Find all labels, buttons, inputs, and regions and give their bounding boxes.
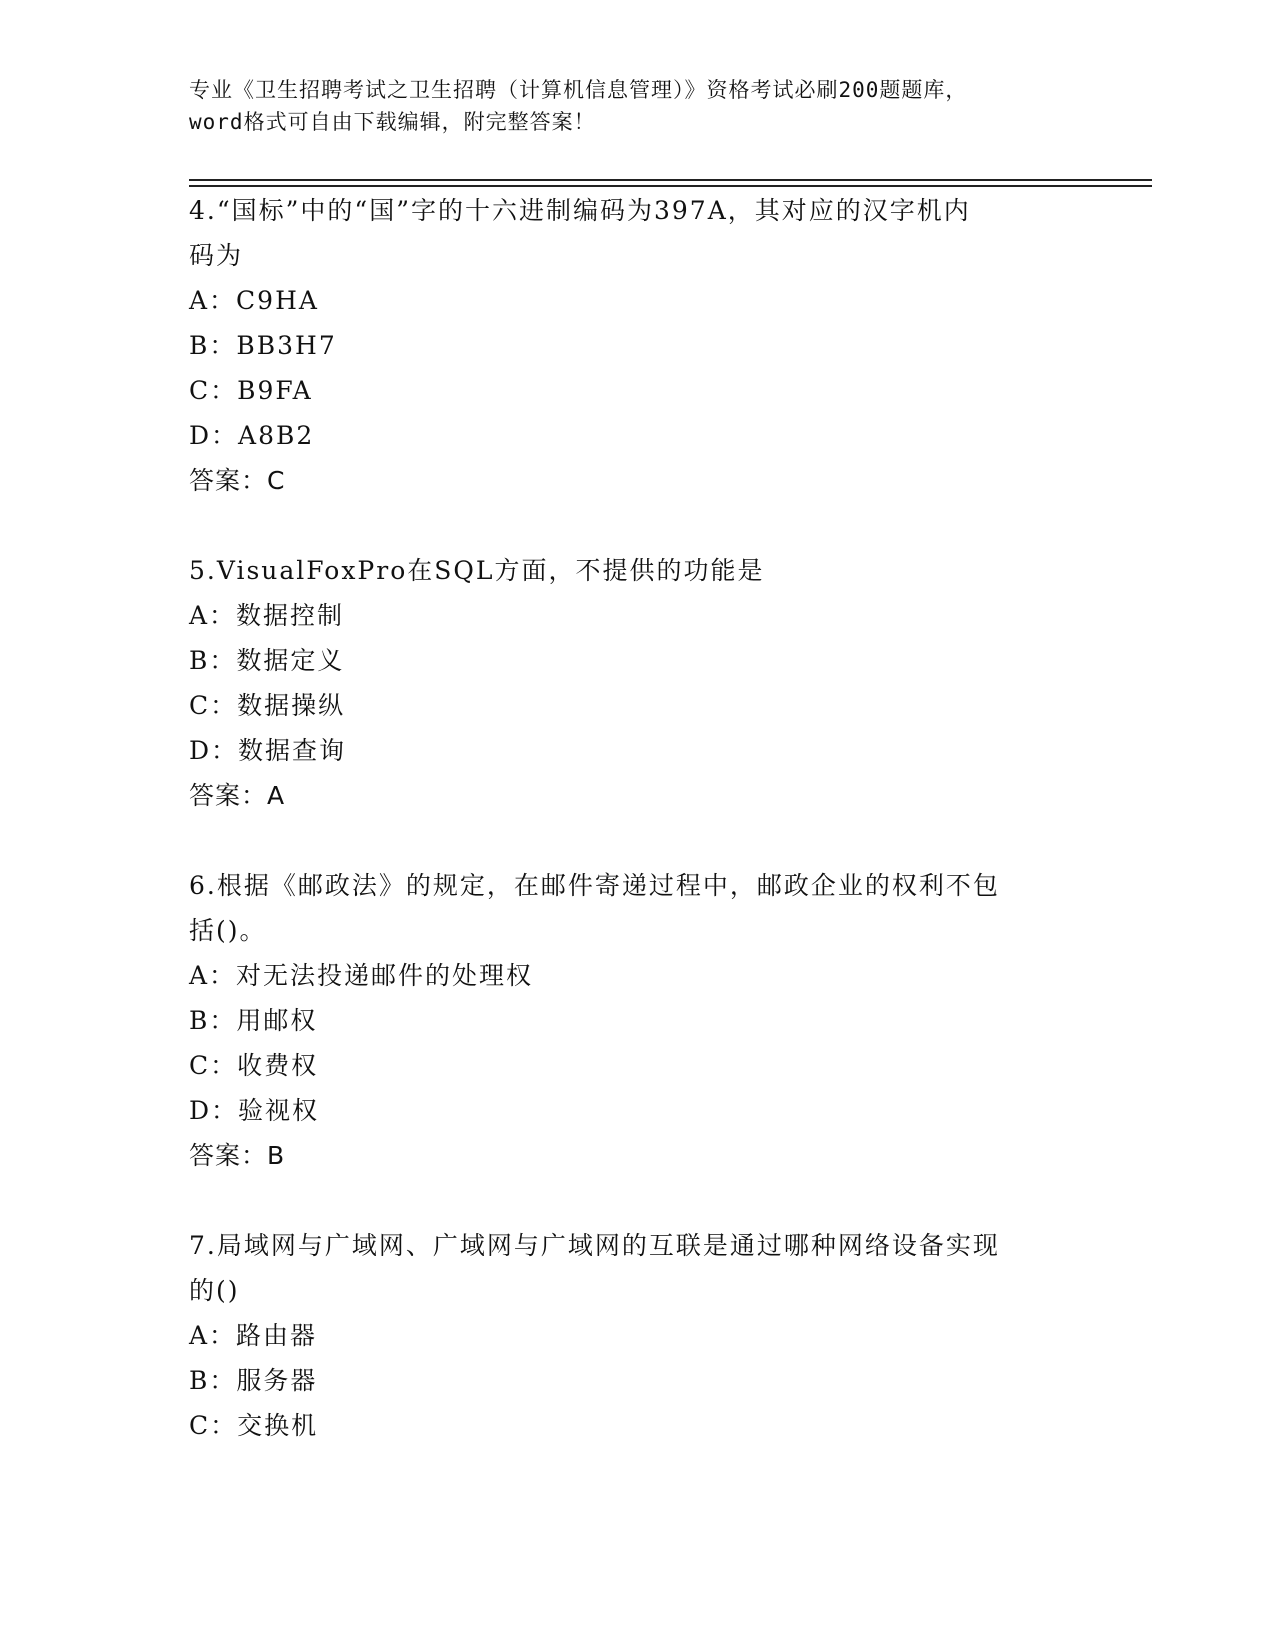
option-a: A：路由器 bbox=[189, 1321, 318, 1350]
option-d: D：A8B2 bbox=[189, 421, 315, 450]
document-header bbox=[189, 74, 1089, 138]
option-b: B：BB3H7 bbox=[189, 331, 337, 360]
option-a: A：数据控制 bbox=[189, 601, 345, 630]
question-4 bbox=[189, 188, 1089, 503]
question-5 bbox=[189, 548, 1089, 818]
answer-line: 答案：B bbox=[189, 1141, 286, 1170]
option-d: D：数据查询 bbox=[189, 736, 347, 765]
question-list bbox=[189, 188, 1089, 1493]
question-6 bbox=[189, 863, 1089, 1178]
option-b: B：服务器 bbox=[189, 1366, 318, 1395]
option-a: A：对无法投递邮件的处理权 bbox=[189, 961, 534, 990]
question-stem: 7.局域网与广域网、广域网与广域网的互联是通过哪种网络设备实现 bbox=[189, 1231, 1000, 1260]
question-stem-continued: 的() bbox=[189, 1276, 240, 1305]
option-c: C：数据操纵 bbox=[189, 691, 346, 720]
question-stem: 5.VisualFoxPro在SQL方面，不提供的功能是 bbox=[189, 556, 765, 585]
option-c: C：B9FA bbox=[189, 376, 313, 405]
header-title-line-2: word格式可自由下载编辑，附完整答案！ bbox=[189, 110, 596, 134]
option-c: C：收费权 bbox=[189, 1051, 319, 1080]
header-divider-top bbox=[189, 179, 1152, 181]
option-b: B：用邮权 bbox=[189, 1006, 318, 1035]
question-stem-continued: 括()。 bbox=[189, 916, 267, 945]
question-7 bbox=[189, 1223, 1089, 1448]
option-c: C：交换机 bbox=[189, 1411, 319, 1440]
question-stem-continued: 码为 bbox=[189, 241, 244, 270]
header-title-line-1: 专业《卫生招聘考试之卫生招聘（计算机信息管理）》资格考试必刷200题题库， bbox=[189, 78, 968, 102]
option-b: B：数据定义 bbox=[189, 646, 345, 675]
option-a: A：C9HA bbox=[189, 286, 319, 315]
answer-line: 答案：A bbox=[189, 781, 286, 810]
header-divider-bottom bbox=[189, 185, 1152, 187]
answer-line: 答案：C bbox=[189, 466, 286, 495]
question-stem: 4.“国标”中的“国”字的十六进制编码为397A，其对应的汉字机内 bbox=[189, 196, 971, 225]
question-stem: 6.根据《邮政法》的规定，在邮件寄递过程中，邮政企业的权利不包 bbox=[189, 871, 1000, 900]
option-d: D：验视权 bbox=[189, 1096, 320, 1125]
